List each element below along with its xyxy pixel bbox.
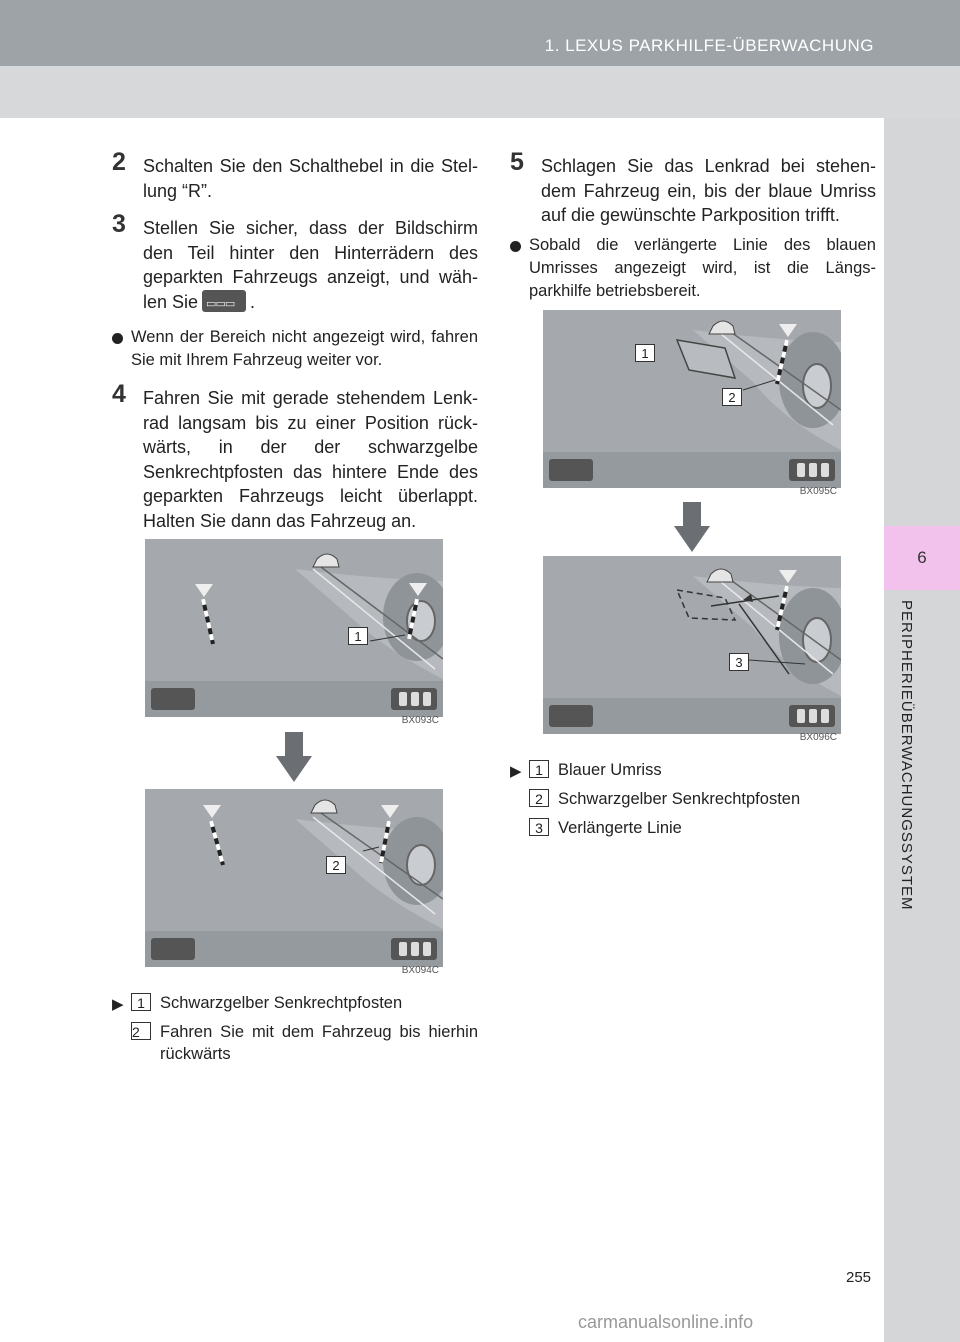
chapter-title: 1. LEXUS PARKHILFE-ÜBERWACHUNG <box>544 36 874 55</box>
callout-2: 2 <box>326 856 346 874</box>
step-5 <box>510 148 876 228</box>
step-number: 3 <box>112 210 126 238</box>
camera-screen-bx093c <box>145 539 443 729</box>
legend-text: Verlängerte Linie <box>558 819 682 837</box>
step-3 <box>112 210 478 314</box>
step-number: 2 <box>112 148 126 176</box>
arrow-down-icon <box>674 502 710 552</box>
legend-item <box>510 817 876 839</box>
triangle-right-icon: ▶ <box>510 763 522 780</box>
step-text <box>112 216 478 314</box>
note-bullet <box>510 234 876 303</box>
image-code: BX093C <box>401 715 439 726</box>
legend-text: Blauer Umriss <box>558 761 662 779</box>
image-code: BX096C <box>799 732 837 743</box>
step-4 <box>112 380 478 533</box>
step-number: 5 <box>510 148 524 176</box>
arrow-down-icon <box>276 732 312 782</box>
side-tab-label: PERIPHERIEÜBERWACHUNGSSYSTEM <box>898 600 915 911</box>
watermark: carmanualsonline.info <box>578 1312 754 1332</box>
legend-item <box>510 788 876 810</box>
legend-number: 2 <box>529 789 549 807</box>
step-text: Fahren Sie mit gerade stehendem Lenk-rad langsam bis zu einer Position rück-wärts, in der der schwarzgelbe Senkrechtpfosten das hintere Ende des geparkten Fahrzeugs leicht überlappt. Halten Sie dann das Fahrzeug an. <box>143 388 478 531</box>
legend-item <box>112 1021 478 1065</box>
page-number: 255 <box>846 1269 872 1286</box>
legend-left <box>112 992 478 1072</box>
legend-text: Schwarzgelber Senkrechtpfosten <box>160 994 403 1012</box>
camera-screen-bx094c <box>145 789 443 979</box>
bullet-dot-icon <box>112 333 123 344</box>
step-number: 4 <box>112 380 126 408</box>
triangle-right-icon: ▶ <box>112 996 124 1013</box>
side-tab-number: 6 <box>884 526 960 590</box>
legend-right <box>510 759 876 846</box>
step-text-after: . <box>250 291 256 312</box>
legend-number: 1 <box>529 760 549 778</box>
step-2 <box>112 148 478 203</box>
image-code: BX094C <box>401 965 439 976</box>
callout-2: 2 <box>722 388 742 406</box>
note-text: Wenn der Bereich nicht angezeigt wird, fahren Sie mit Ihrem Fahrzeug weiter vor. <box>131 328 478 369</box>
bullet-dot-icon <box>510 241 521 252</box>
legend-item <box>112 992 478 1014</box>
camera-screen-bx096c <box>543 556 841 746</box>
note-text: Sobald die verlängerte Linie des blauen Umrisses angezeigt wird, ist die Längs-parkhilfe betriebsbereit. <box>529 236 876 300</box>
camera-screen-bx095c <box>543 310 841 500</box>
callout-3: 3 <box>729 653 749 671</box>
note-bullet <box>112 326 478 372</box>
step-text: Schlagen Sie das Lenkrad bei stehen-dem Fahrzeug ein, bis der blaue Umriss auf die gewünschte Parkposition trifft. <box>541 156 876 225</box>
parking-assist-button-icon <box>202 290 246 312</box>
side-tab <box>884 118 960 1342</box>
step-text: Schalten Sie den Schalthebel in die Stel-lung “R”. <box>143 156 478 201</box>
legend-text: Fahren Sie mit dem Fahrzeug bis hierhin rückwärts <box>160 1023 478 1063</box>
legend-number: 2 <box>131 1022 151 1040</box>
legend-text: Schwarzgelber Senkrechtpfosten <box>558 790 801 808</box>
header-band <box>0 0 960 118</box>
step-text-before: Stellen Sie sicher, dass der Bildschirm den Teil hinter den Hinterrädern des geparkten Fahrzeugs anzeigt, und wäh-len Sie <box>143 218 478 312</box>
legend-number: 3 <box>529 818 549 836</box>
legend-item <box>510 759 876 781</box>
callout-1: 1 <box>635 344 655 362</box>
image-code: BX095C <box>799 486 837 497</box>
legend-number: 1 <box>131 993 151 1011</box>
callout-1: 1 <box>348 627 368 645</box>
